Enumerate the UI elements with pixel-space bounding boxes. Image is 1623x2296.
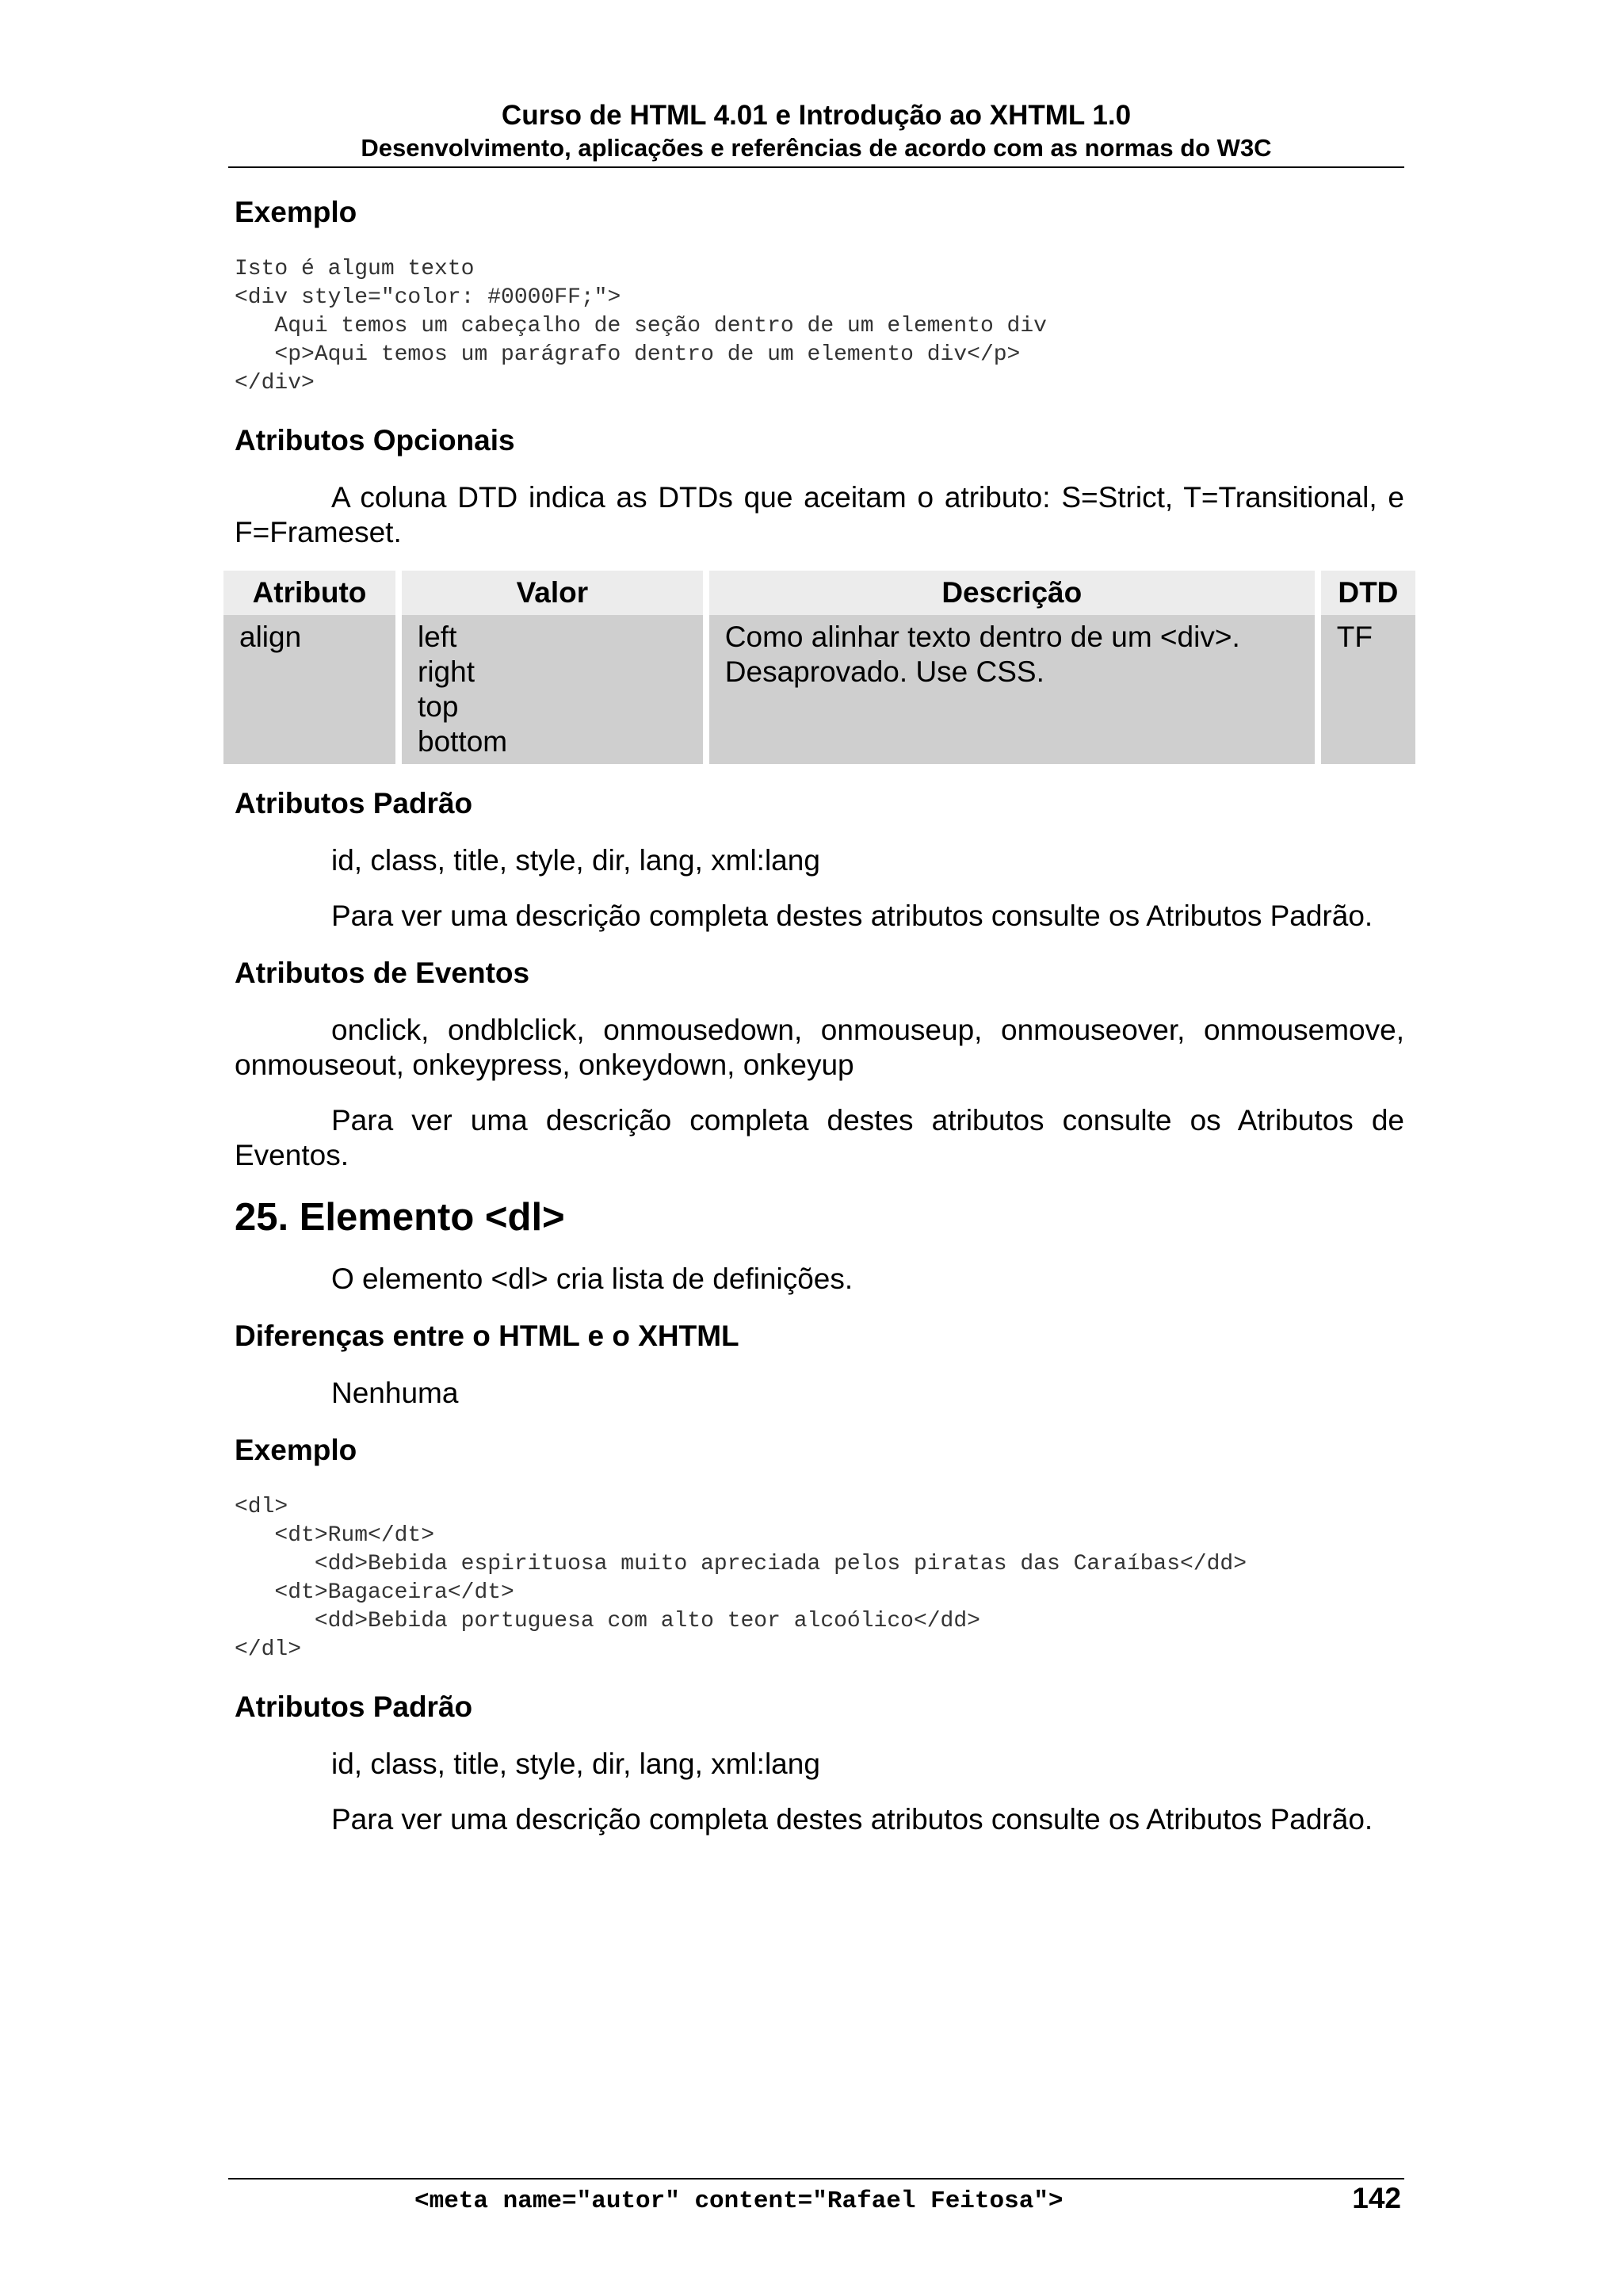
- table-header-cell: DTD: [1321, 571, 1415, 615]
- table-header-cell: Atributo: [223, 571, 395, 615]
- optional-attributes-heading: Atributos Opcionais: [235, 424, 515, 457]
- attribute-cell: align: [223, 615, 395, 764]
- differences-text: Nenhuma: [331, 1377, 459, 1409]
- standard-attributes-list: id, class, title, style, dir, lang, xml:lang: [331, 1748, 820, 1780]
- table-header-cell: Descrição: [709, 571, 1315, 615]
- page-header: [228, 98, 1404, 163]
- value-cell: [402, 615, 703, 764]
- dtd-note-paragraph: A coluna DTD indica as DTDs que aceitam o atributo: S=Strict, T=Transitional, e F=Frameset.: [235, 481, 1404, 548]
- element-dl-intro: O elemento <dl> cria lista de definições.: [331, 1263, 854, 1295]
- header-subtitle: Desenvolvimento, aplicações e referências de acordo com as normas do W3C: [361, 134, 1272, 162]
- table-row: [223, 615, 1415, 764]
- attributes-table: [217, 571, 1422, 764]
- table-header-cell: Valor: [402, 571, 703, 615]
- differences-heading: Diferenças entre o HTML e o XHTML: [235, 1320, 739, 1352]
- standard-attributes-note: Para ver uma descrição completa destes atributos consulte os Atributos Padrão.: [331, 900, 1373, 932]
- value-item: right: [418, 655, 475, 688]
- event-attributes-list: onclick, ondblclick, onmousedown, onmouseup, onmouseover, onmousemove, onmouseout, onkeypress, onkeydown, onkeyup: [235, 1014, 1404, 1081]
- code-example-dl: <dl> <dt>Rum</dt> <dd>Bebida espirituosa muito apreciada pelos piratas das Caraíbas</dd> <dt>Bagaceira</dt> <dd>Bebida portuguesa com alto teor alcoólico</dd> </dl>: [235, 1495, 1247, 1662]
- standard-attributes-heading: Atributos Padrão: [235, 1690, 473, 1723]
- footer-divider: [228, 2178, 1404, 2179]
- example-heading: Exemplo: [235, 196, 357, 228]
- standard-attributes-heading: Atributos Padrão: [235, 787, 473, 819]
- dtd-cell: TF: [1321, 615, 1415, 764]
- standard-attributes-note: Para ver uma descrição completa destes atributos consulte os Atributos Padrão.: [331, 1803, 1373, 1836]
- header-divider: [228, 166, 1404, 168]
- event-attributes-heading: Atributos de Eventos: [235, 957, 530, 989]
- description-line: Como alinhar texto dentro de um <div>.: [724, 621, 1240, 653]
- description-line: Desaprovado. Use CSS.: [724, 655, 1044, 688]
- page-content: [235, 182, 1404, 1858]
- example-heading: Exemplo: [235, 1434, 357, 1466]
- standard-attributes-list: id, class, title, style, dir, lang, xml:lang: [331, 844, 820, 877]
- element-dl-heading: 25. Elemento <dl>: [235, 1196, 565, 1239]
- value-item: bottom: [418, 725, 508, 758]
- value-item: top: [418, 690, 459, 723]
- header-title: Curso de HTML 4.01 e Introdução ao XHTML 1.0: [501, 100, 1132, 131]
- page-number: 142: [1352, 2182, 1401, 2214]
- event-attributes-note: Para ver uma descrição completa destes atributos consulte os Atributos de Eventos.: [235, 1104, 1404, 1171]
- code-example-div: Isto é algum texto <div style="color: #0000FF;"> Aqui temos um cabeçalho de seção dentro de um elemento div <p>Aqui temos um parágrafo dentro de um elemento div</p> </div>: [235, 257, 1047, 395]
- description-cell: [709, 615, 1315, 764]
- value-item: left: [418, 621, 457, 653]
- footer-author-meta: <meta name="autor" content="Rafael Feitosa">: [414, 2187, 1064, 2215]
- table-header-row: [223, 571, 1415, 615]
